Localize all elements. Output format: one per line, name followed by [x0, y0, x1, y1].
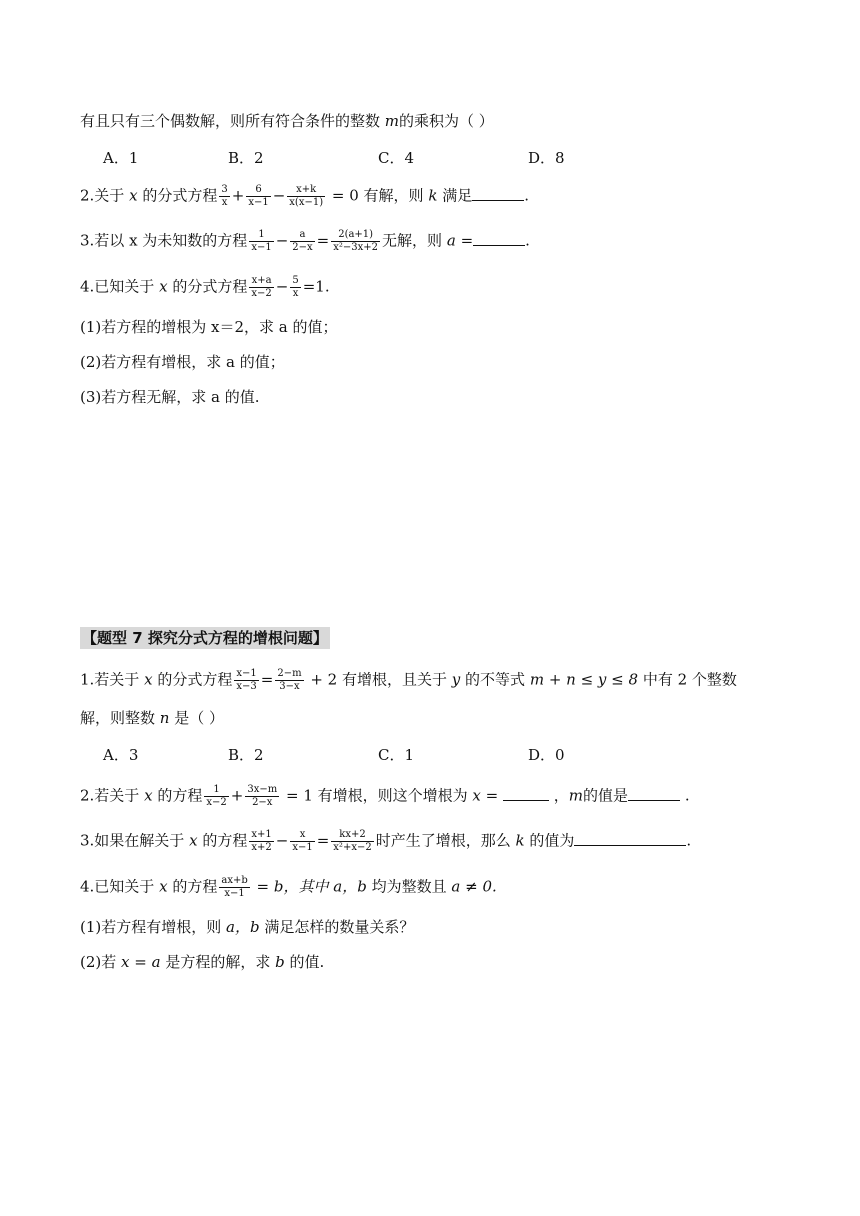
denominator: x — [221, 197, 228, 208]
text: ， — [553, 786, 569, 805]
fraction — [331, 829, 373, 854]
text: . — [686, 831, 692, 850]
answer-blank[interactable] — [473, 231, 525, 246]
question-1: 1.若关于 x 的分式方程 $\frac{x-1}{x-3}$ = $\frac{2-m}{3-x}$ + 2 有增根，且关于 y 的不等式 m + n ≤ y ≤ 8 中有 2 个整数 — [80, 668, 737, 692]
numerator: 6 — [246, 184, 270, 197]
numerator: x+k — [287, 184, 325, 197]
text: 3.若以 x 为未知数的方程 — [80, 231, 248, 250]
text: 的方程 — [202, 831, 248, 850]
fraction — [219, 184, 229, 209]
prev-question-3: 3.若以 x 为未知数的方程 $\frac{1}{x-1}$ − $\frac{a}{2-x}$ = $\frac{2(a+1)}{\text{x²−3x+2}}$ 无解，则 a = . — [80, 229, 530, 253]
text: 满足怎样的数量关系？ — [264, 918, 415, 936]
answer-blank-m[interactable] — [628, 786, 680, 801]
var-m: m — [568, 786, 584, 805]
text: 的不等式 — [465, 670, 526, 689]
section-heading: 【题型 7 探究分式方程的增根问题】 — [82, 629, 328, 647]
numerator: 5 — [292, 275, 299, 286]
var-k: k — [515, 831, 525, 850]
text: 4.已知关于 — [80, 877, 155, 896]
numerator: 3 — [221, 184, 228, 195]
text: 是（ ） — [174, 709, 225, 727]
var-y: y — [451, 670, 461, 689]
denominator: 3−x — [279, 681, 300, 692]
fraction — [290, 829, 314, 854]
fraction — [204, 784, 228, 809]
answer-blank[interactable] — [574, 831, 686, 846]
fraction — [249, 829, 273, 854]
question-4-sub-2 — [80, 951, 324, 973]
prev-question-4: 4.已知关于 x 的分式方程 $\frac{x+a}{x-2}$ − $\frac{5}{x}$ =1. — [80, 275, 330, 299]
option-a: A．1 — [103, 149, 139, 167]
numerator: x−1 — [236, 668, 257, 679]
denominator: x−3 — [236, 681, 257, 692]
text: 解，则整数 — [80, 709, 156, 727]
x-equals: x = — [472, 786, 499, 805]
q1-option-a: A．3 — [103, 746, 139, 764]
text: . — [524, 186, 529, 205]
option-d: D．8 — [528, 149, 565, 167]
text: 的值. — [289, 953, 325, 971]
fraction — [246, 184, 270, 209]
text: = 0 有解，则 — [331, 186, 424, 205]
question-4 — [80, 875, 497, 900]
text: 是方程的解，求 — [165, 953, 271, 971]
numerator: 1 — [204, 784, 228, 797]
text: 1.若关于 — [80, 670, 140, 689]
fraction — [287, 184, 325, 209]
numerator: x+1 — [251, 829, 272, 840]
denominator: x — [292, 288, 299, 299]
prev-question-tail — [80, 110, 494, 132]
prev-sub-2: (2)若方程有增根，求 a 的值； — [80, 353, 285, 371]
option-c: C．4 — [378, 149, 415, 167]
text: =1. — [302, 277, 330, 296]
text: 中有 2 个整数 — [642, 670, 737, 689]
text: 的方程 — [172, 877, 218, 896]
question-2: 2.若关于 x 的方程 $\frac{1}{x-2}$ + $\frac{3x-m}{2-x}$ = 1 有增根，则这个增根为 x = ，m的值是 . — [80, 784, 690, 808]
prev-question-2: 2.关于 x 的分式方程 $\frac{3}{x}$ + $\frac{6}{x-1}$ − $\frac{x+k}{x(x-1)}$ = 0 有解，则 k 满足 . — [80, 184, 529, 208]
var-x: x — [159, 277, 168, 296]
var-x: x — [129, 186, 138, 205]
text: 的分式方程 — [172, 277, 248, 296]
q1-option-b: B．2 — [228, 746, 264, 764]
numerator: ax+b — [221, 875, 248, 886]
denominator: x−1 — [251, 242, 272, 253]
denominator: x−2 — [206, 797, 227, 808]
var-n: n — [159, 709, 170, 727]
denominator: 2−x — [292, 242, 313, 253]
text: 的分式方程 — [142, 186, 218, 205]
denominator: x−2 — [251, 288, 272, 299]
numerator: 1 — [249, 229, 273, 242]
vars-a-b: a，b — [226, 918, 260, 936]
text: 的分式方程 — [157, 670, 233, 689]
text: 无解，则 — [382, 231, 443, 250]
denominator: x+2 — [251, 842, 272, 853]
fraction — [290, 275, 300, 300]
condition: x = a — [121, 953, 161, 971]
q1-option-c: C．1 — [378, 746, 415, 764]
text: . — [525, 231, 530, 250]
var-a: a — [446, 231, 456, 250]
text: 的值是 — [583, 786, 629, 805]
answer-blank-root[interactable] — [503, 786, 549, 801]
fraction — [275, 668, 303, 693]
numerator: x+a — [249, 275, 273, 288]
fraction — [249, 275, 273, 300]
denominator: x−1 — [248, 197, 269, 208]
fraction — [249, 229, 273, 254]
text: (1)若方程有增根，则 — [80, 918, 222, 936]
condition: a ≠ 0. — [451, 877, 497, 896]
denominator: 2−x — [252, 797, 273, 808]
text: 满足 — [442, 186, 473, 205]
var-k: k — [428, 186, 438, 205]
question-3: 3.如果在解关于 x 的方程 $\frac{x+1}{x+2}$ − $\frac{x}{x-1}$ = $\frac{kx+2}{\text{x²+x−2}}$ 时产生了增根，那么 k 的值为 . — [80, 829, 692, 853]
prev-sub-1: (1)若方程的增根为 x＝2，求 a 的值； — [80, 318, 338, 336]
equation-rest: = b，其中 — [256, 877, 329, 896]
fraction — [219, 875, 249, 900]
tail-text: 有且只有三个偶数解，则所有符合条件的整数 — [80, 112, 381, 130]
denominator: x−1 — [224, 888, 245, 899]
var-x: x — [144, 670, 153, 689]
numerator: 3x−m — [247, 784, 278, 795]
option-b: B．2 — [228, 149, 264, 167]
denominator: x(x−1) — [289, 197, 324, 208]
text: 2.若关于 — [80, 786, 140, 805]
fraction — [290, 229, 314, 254]
var-x: x — [189, 831, 198, 850]
text: 的值为 — [529, 831, 575, 850]
denominator: x−1 — [292, 842, 313, 853]
fraction — [331, 229, 380, 254]
var-x: x — [159, 877, 168, 896]
numerator: 2−m — [277, 668, 302, 679]
prev-sub-3: (3)若方程无解，求 a 的值. — [80, 388, 260, 406]
denominator: x²−3x+2 — [333, 242, 379, 253]
text: + 2 有增根，且关于 — [310, 670, 447, 689]
numerator: 2(a+1) — [331, 229, 380, 242]
question-4-sub-1 — [80, 916, 414, 938]
text: . — [684, 786, 690, 805]
numerator: x — [290, 829, 314, 842]
vars-a-b: a，b — [333, 877, 367, 896]
answer-blank[interactable] — [472, 186, 524, 201]
var-b: b — [275, 953, 285, 971]
text: 均为整数且 — [371, 877, 447, 896]
question-1-line2 — [80, 707, 224, 729]
fraction — [234, 668, 258, 693]
numerator: kx+2 — [331, 829, 373, 842]
var-x: x — [144, 786, 153, 805]
text: 3.如果在解关于 — [80, 831, 185, 850]
text: 的方程 — [157, 786, 203, 805]
numerator: a — [290, 229, 314, 242]
inequality: m + n ≤ y ≤ 8 — [529, 670, 639, 689]
denominator: x²+x−2 — [333, 842, 372, 853]
text: 2.关于 — [80, 186, 125, 205]
text: = — [460, 231, 474, 250]
var-m: m — [384, 112, 400, 130]
text: 4.已知关于 — [80, 277, 155, 296]
q1-option-d: D．0 — [528, 746, 565, 764]
text: = 1 有增根，则这个增根为 — [285, 786, 468, 805]
tail-end: 的乘积为（ ） — [399, 112, 494, 130]
text: (2)若 — [80, 953, 117, 971]
fraction — [245, 784, 279, 809]
text: 时产生了增根，那么 — [375, 831, 511, 850]
